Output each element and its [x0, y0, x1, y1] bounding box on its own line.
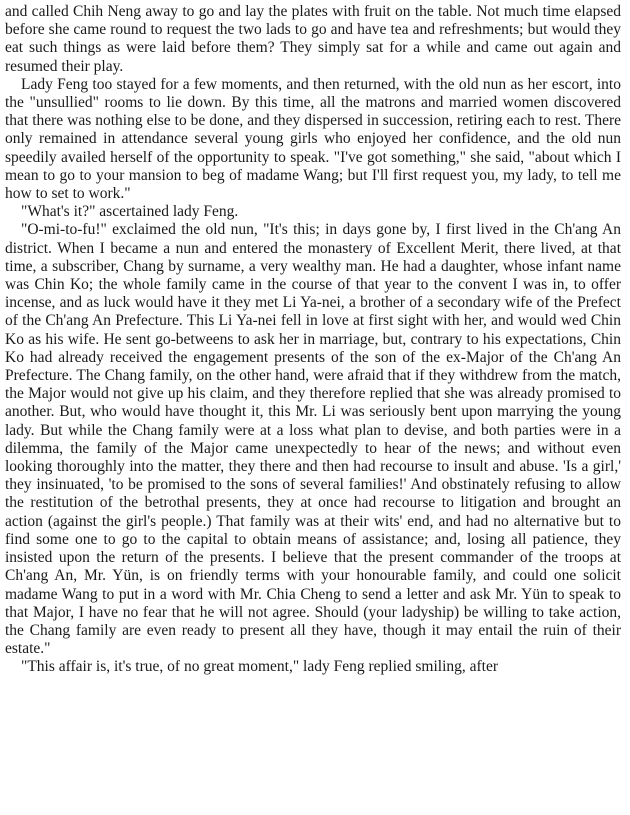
- paragraph-nun-story: "O-mi-to-fu!" exclaimed the old nun, "It's this; in days gone by, I first lived in the Ch'ang An district. When I became a nun and entered the monastery of Excellent Merit, there lived, at that time, a subscriber, Chang by surname, a very wealthy man. He had a daughter, whose infant name was Chin Ko; the whole family came in the course of that year to the convent I was in, to offer incense, and as luck would have it they met Li Ya-nei, a brother of a secondary wife of the Prefect of the Ch'ang An Prefecture. This Li Ya-nei fell in love at first sight with her, and would wed Chin Ko as his wife. He sent go-betweens to ask her in marriage, but, contrary to his expectations, Chin Ko had already received the engagement presents of the son of the ex-Major of the Ch'ang An Prefecture. The Chang family, on the other hand, were afraid that if they withdrew from the match, the Major would not give up his claim, and they therefore replied that she was already promised to another. But, who would have thought it, this Mr. Li was seriously bent upon marrying the young lady. But while the Chang family were at a loss what plan to devise, and both parties were in a dilemma, the family of the Major came unexpectedly to hear of the news; and without even looking thoroughly into the matter, they there and then had recourse to insult and abuse. 'Is a girl,' they insinuated, 'to be promised to the sons of several families!' And obstinately refusing to allow the restitution of the betrothal presents, they at once had recourse to litigation and brought an action (against the girl's people.) That family was at their wits' end, and had no alternative but to find some one to go to the capital to obtain means of assistance; and, losing all patience, they insisted upon the return of the presents. I believe that the present commander of the troops at Ch'ang An, Mr. Yün, is on friendly terms with your honourable family, and could one solicit madame Wang to put in a word with Mr. Chia Cheng to send a letter and ask Mr. Yün to speak to that Major, I have no fear that he will not agree. Should (your ladyship) be willing to take action, the Chang family are even ready to present all they have, though it may entail the ruin of their estate.": [5, 221, 621, 658]
- paragraph-whats-it: "What's it?" ascertained lady Feng.: [21, 203, 239, 221]
- book-page: [5, 3, 621, 677]
- paragraph-lady-feng-reply: "This affair is, it's true, of no great moment," lady Feng replied smiling, after: [21, 658, 499, 676]
- paragraph-lady-feng-rest: Lady Feng too stayed for a few moments, and then returned, with the old nun as her escort, into the "unsullied" rooms to lie down. By this time, all the matrons and married women discovered that there was nothing else to be done, and they dispersed in succession, retiring each to rest. There only remained in attendance several young girls who enjoyed her confidence, and the old nun speedily availed herself of the opportunity to speak. "I've got something," she said, "about which I mean to go to your mansion to beg of madame Wang; but I'll first request you, my lady, to tell me how to set to work.": [5, 75, 621, 203]
- paragraph-continuation: and called Chih Neng away to go and lay the plates with fruit on the table. Not much time elapsed before she came round to request the two lads to go and have tea and refreshments; but would they eat such things as were laid before them? They simply sat for a while and came out again and resumed their play.: [5, 3, 621, 75]
